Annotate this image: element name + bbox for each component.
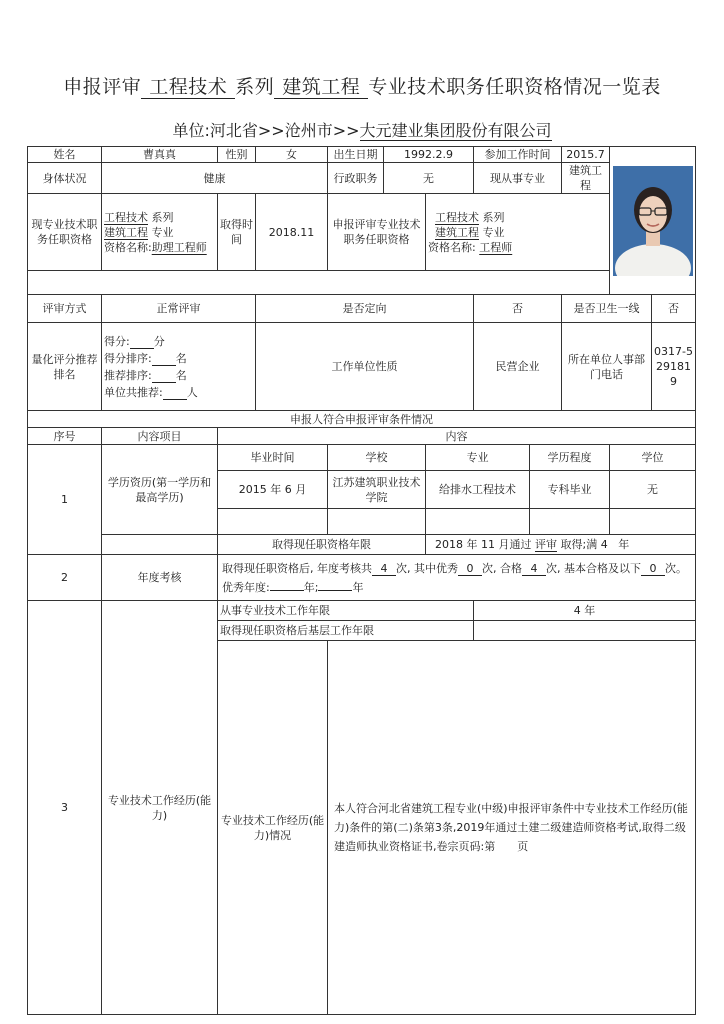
- annual-item: 年度考核: [102, 555, 218, 601]
- edu-level-header: 学历程度: [530, 445, 610, 471]
- edu-major-value: 给排水工程技术: [426, 471, 530, 509]
- edu-grad-value: 2015 年 6 月: [218, 471, 328, 509]
- exp-sub-label: 专业技术工作经历(能力)情况: [218, 641, 328, 1015]
- edu-level-value: 专科毕业: [530, 471, 610, 509]
- health-label: 身体状况: [28, 163, 102, 194]
- directed-label: 是否定向: [256, 295, 474, 323]
- edu-empty-5: [610, 509, 696, 535]
- edu-grad-header: 毕业时间: [218, 445, 328, 471]
- health-line-label: 是否卫生一线: [562, 295, 652, 323]
- review-method-value: 正常评审: [102, 295, 256, 323]
- unit-company: 大元建业集团股份有限公司: [359, 121, 552, 140]
- edu-major-header: 专业: [426, 445, 530, 471]
- name-label: 姓名: [28, 147, 102, 163]
- admin-label: 行政职务: [328, 163, 384, 194]
- edu-item-tail: [102, 535, 218, 555]
- col-content-header: 内容: [218, 428, 696, 445]
- edu-empty-3: [426, 509, 530, 535]
- phone-value: 0317-5291819: [652, 323, 696, 411]
- unit-line: 单位:河北省>>沧州市>>大元建业集团股份有限公司: [172, 121, 552, 140]
- conditions-section-title: 申报人符合申报评审条件情况: [28, 411, 696, 428]
- col-no-header: 序号: [28, 428, 102, 445]
- spacer: [28, 271, 610, 295]
- exp-grass-value: [474, 621, 696, 641]
- exp-work-years-value: 4 年: [474, 601, 696, 621]
- review-method-label: 评审方式: [28, 295, 102, 323]
- quant-detail: 得分: 分 得分排序: 名 推荐排序: 名 单位共推荐: 人: [102, 323, 256, 411]
- portrait-icon: [613, 166, 693, 276]
- current-qual-label: 现专业技术职务任职资格: [28, 194, 102, 271]
- edu-degree-value: 无: [610, 471, 696, 509]
- health-value: 健康: [102, 163, 328, 194]
- quant-label: 量化评分推荐排名: [28, 323, 102, 411]
- edu-empty-1: [218, 509, 328, 535]
- edu-item: 学历资历(第一学历和最高学历): [102, 445, 218, 535]
- edu-no: 1: [28, 445, 102, 555]
- current-major-label: 现从事专业: [474, 163, 562, 194]
- unit-type-label: 工作单位性质: [256, 323, 474, 411]
- col-item-header: 内容项目: [102, 428, 218, 445]
- exp-item: 专业技术工作经历(能力): [102, 601, 218, 1015]
- phone-label: 所在单位人事部门电话: [562, 323, 652, 411]
- edu-empty-4: [530, 509, 610, 535]
- qualification-table: [27, 146, 696, 1015]
- exp-grass-label: 取得现任职资格后基层工作年限: [218, 621, 474, 641]
- title-major: 建筑工程: [274, 76, 368, 99]
- work-start-value: 2015.7: [562, 147, 610, 163]
- apply-qual-value: 工程技术 系列 建筑工程 专业 资格名称: 工程师: [426, 194, 610, 271]
- exp-no: 3: [28, 601, 102, 1015]
- edu-years-value: 2018 年 11 月通过 评审 取得;满 4 年: [426, 535, 696, 555]
- title-series: 工程技术: [141, 76, 235, 99]
- annual-no: 2: [28, 555, 102, 601]
- current-qual-value: 工程技术 系列 建筑工程 专业 资格名称:助理工程师: [102, 194, 218, 271]
- edu-empty-2: [328, 509, 426, 535]
- obtain-time-label: 取得时间: [218, 194, 256, 271]
- gender-label: 性别: [218, 147, 256, 163]
- edu-years-label: 取得现任职资格年限: [218, 535, 426, 555]
- exp-work-years-label: 从事专业技术工作年限: [218, 601, 474, 621]
- birth-value: 1992.2.9: [384, 147, 474, 163]
- unit-type-value: 民营企业: [474, 323, 562, 411]
- admin-value: 无: [384, 163, 474, 194]
- edu-degree-header: 学位: [610, 445, 696, 471]
- directed-value: 否: [474, 295, 562, 323]
- exp-text: 本人符合河北省建筑工程专业(中级)申报评审条件中专业技术工作经历(能力)条件的第(二)条第3条,2019年通过土建二级建造师资格考试,取得二级建造师执业资格证书,卷宗页码:第 页: [328, 641, 696, 1015]
- annual-content: 取得现任职资格后, 年度考核共 4 次, 其中优秀 0 次, 合格 4 次, 基本合格及以下 0 次。优秀年度: 年; 年: [218, 555, 696, 601]
- apply-qual-label: 申报评审专业技术职务任职资格: [328, 194, 426, 271]
- health-line-value: 否: [652, 295, 696, 323]
- name-value: 曹真真: [102, 147, 218, 163]
- applicant-photo: [610, 147, 696, 295]
- page-title: 申报评审 工程技术 系列 建筑工程 专业技术职务任职资格情况一览表: [63, 76, 661, 98]
- current-major-value: 建筑工程: [562, 163, 610, 194]
- gender-value: 女: [256, 147, 328, 163]
- edu-school-value: 江苏建筑职业技术学院: [328, 471, 426, 509]
- edu-school-header: 学校: [328, 445, 426, 471]
- birth-label: 出生日期: [328, 147, 384, 163]
- obtain-time-value: 2018.11: [256, 194, 328, 271]
- work-start-label: 参加工作时间: [474, 147, 562, 163]
